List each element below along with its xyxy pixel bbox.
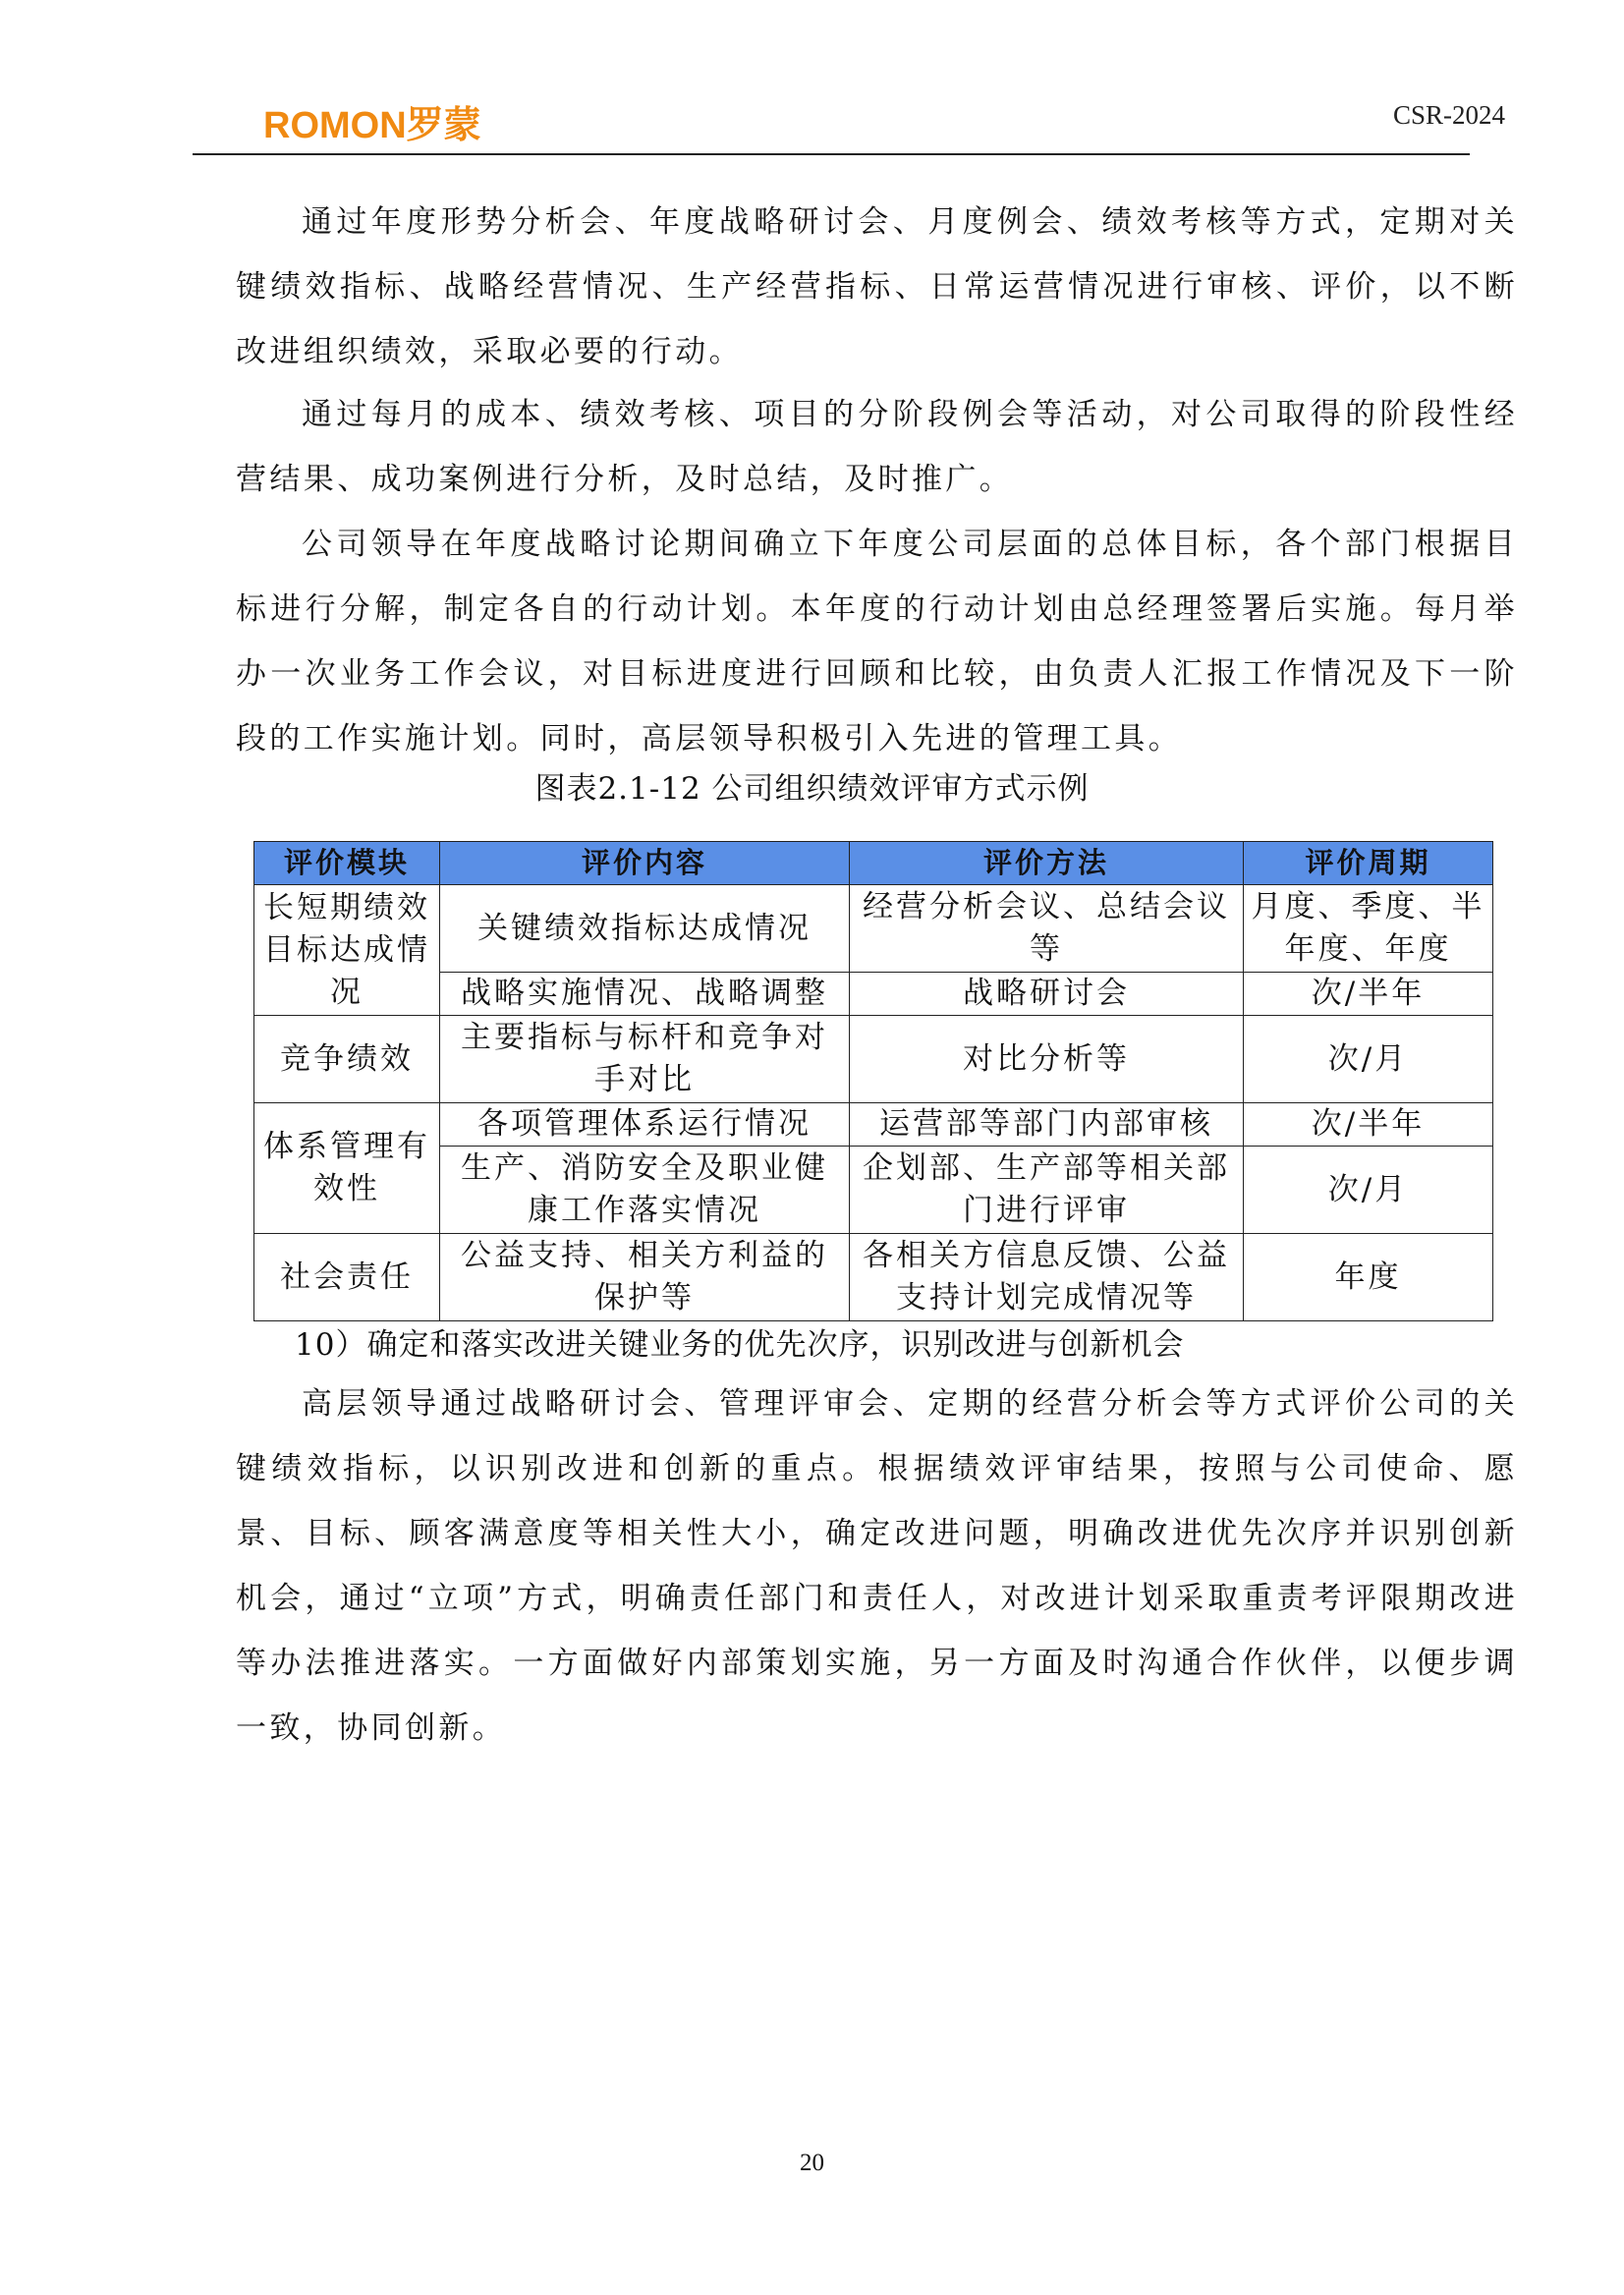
cell-module: 长短期绩效目标达成情况: [254, 885, 440, 1016]
table-header-row: [254, 842, 1493, 885]
cell-module: 体系管理有效性: [254, 1103, 440, 1234]
company-logo: ROMON罗蒙: [263, 105, 481, 146]
evaluation-table: [253, 841, 1493, 1321]
body-paragraph-1: 通过年度形势分析会、年度战略研讨会、月度例会、绩效考核等方式，定期对关键绩效指标、战略经营情况、生产经营指标、日常运营情况进行审核、评价，以不断改进组织绩效，采取必要的行动。: [236, 204, 1518, 369]
header-method: 评价方法: [850, 842, 1244, 885]
body-paragraph-2: 通过每月的成本、绩效考核、项目的分阶段例会等活动，对公司取得的阶段性经营结果、成功案例进行分析，及时总结，及时推广。: [236, 397, 1518, 497]
cell-content: 生产、消防安全及职业健康工作落实情况: [440, 1147, 850, 1234]
cell-cycle: 次/月: [1244, 1016, 1493, 1103]
cell-cycle: 次/月: [1244, 1147, 1493, 1234]
cell-module: 竞争绩效: [254, 1016, 440, 1103]
cell-cycle: 月度、季度、半年度、年度: [1244, 885, 1493, 973]
cell-method: 经营分析会议、总结会议等: [850, 885, 1244, 973]
table-row: [254, 1147, 1493, 1234]
cell-method: 各相关方信息反馈、公益支持计划完成情况等: [850, 1234, 1244, 1321]
cell-cycle: 次/半年: [1244, 1103, 1493, 1147]
header-module: 评价模块: [254, 842, 440, 885]
table-row: [254, 1234, 1493, 1321]
table-row: [254, 973, 1493, 1016]
table-caption: 图表2.1-12 公司组织绩效评审方式示例: [534, 771, 1090, 807]
cell-content: 主要指标与标杆和竞争对手对比: [440, 1016, 850, 1103]
section-heading: 10）确定和落实改进关键业务的优先次序，识别改进与创新机会: [295, 1327, 1185, 1363]
cell-content: 公益支持、相关方利益的保护等: [440, 1234, 850, 1321]
closing-paragraph: 高层领导通过战略研讨会、管理评审会、定期的经营分析会等方式评价公司的关键绩效指标，以识别改进和创新的重点。根据绩效评审结果，按照与公司使命、愿景、目标、顾客满意度等相关性大小，确定改进问题，明确改进优先次序并识别创新机会，通过“立项”方式，明确责任部门和责任人，对改进计划采取重责考评限期改进等办法推进落实。一方面做好内部策划实施，另一方面及时沟通合作伙伴，以便步调一致，协同创新。: [236, 1386, 1518, 1746]
cell-module: 社会责任: [254, 1234, 440, 1321]
document-code: CSR-2024: [1392, 100, 1505, 130]
cell-content: 各项管理体系运行情况: [440, 1103, 850, 1147]
cell-content: 关键绩效指标达成情况: [440, 885, 850, 973]
cell-method: 企划部、生产部等相关部门进行评审: [850, 1147, 1244, 1234]
header-content: 评价内容: [440, 842, 850, 885]
table-row: [254, 885, 1493, 973]
cell-method: 战略研讨会: [850, 973, 1244, 1016]
table-row: [254, 1103, 1493, 1147]
header-divider: [193, 153, 1470, 155]
page-number: 20: [800, 2150, 824, 2176]
cell-method: 对比分析等: [850, 1016, 1244, 1103]
body-paragraph-3: 公司领导在年度战略讨论期间确立下年度公司层面的总体目标，各个部门根据目标进行分解，制定各自的行动计划。本年度的行动计划由总经理签署后实施。每月举办一次业务工作会议，对目标进度进行回顾和比较，由负责人汇报工作情况及下一阶段的工作实施计划。同时，高层领导积极引入先进的管理工具。: [236, 527, 1518, 756]
cell-content: 战略实施情况、战略调整: [440, 973, 850, 1016]
cell-cycle: 年度: [1244, 1234, 1493, 1321]
cell-method: 运营部等部门内部审核: [850, 1103, 1244, 1147]
table-row: [254, 1016, 1493, 1103]
header-cycle: 评价周期: [1244, 842, 1493, 885]
cell-cycle: 次/半年: [1244, 973, 1493, 1016]
